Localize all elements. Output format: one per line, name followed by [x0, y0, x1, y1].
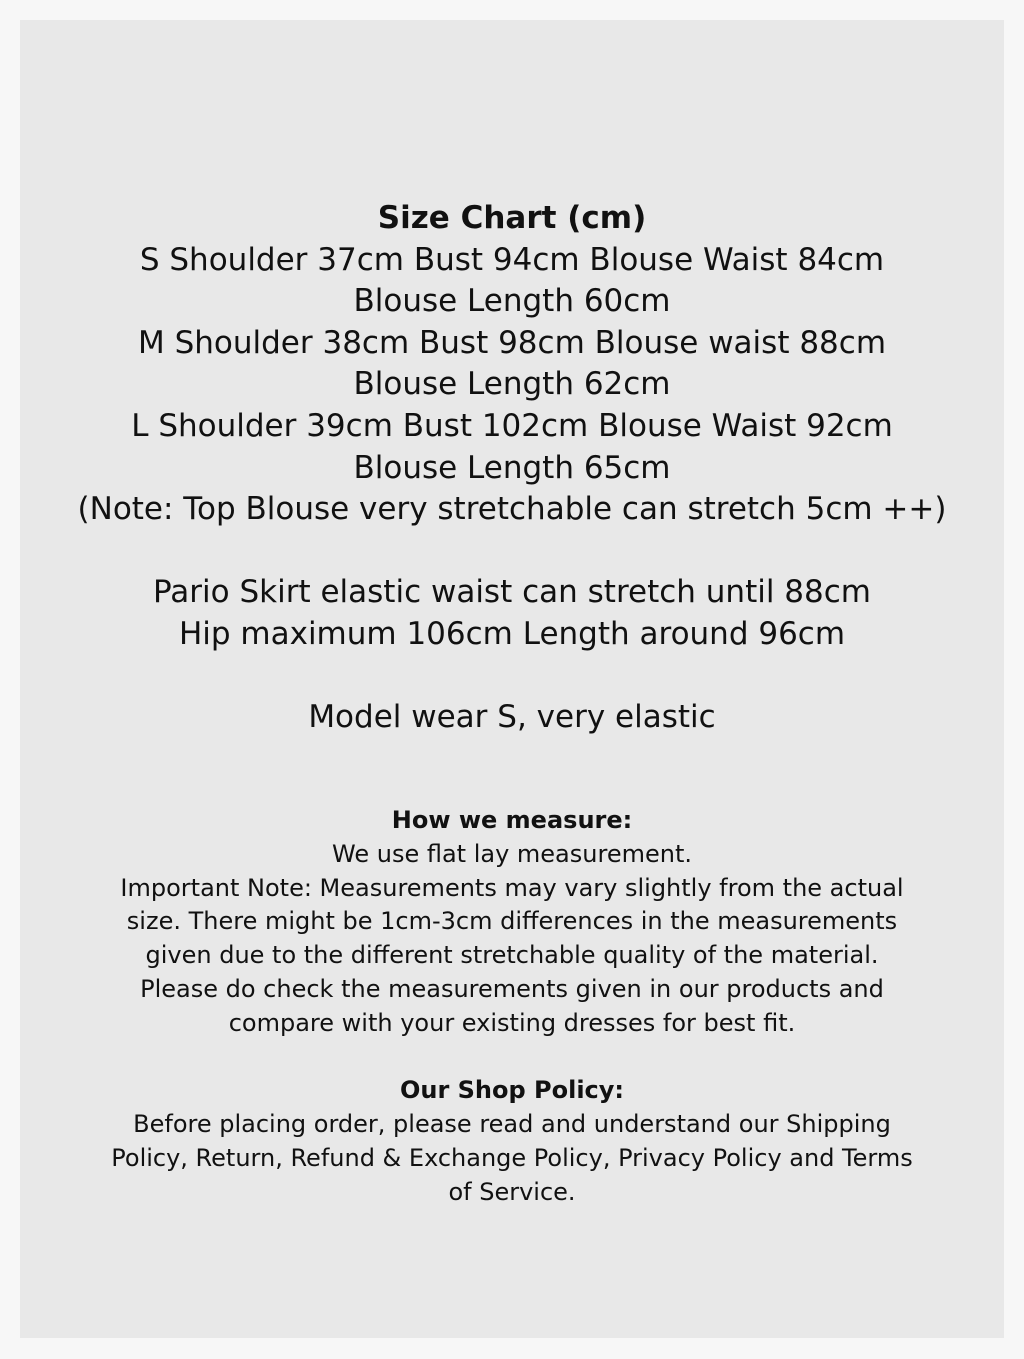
policy-line: Before placing order, please read and understand our Shipping — [133, 1110, 891, 1139]
spacer — [20, 1041, 1004, 1075]
measure-line: Important Note: Measurements may vary slightly from the actual — [120, 873, 904, 902]
blouse-stretch-note: (Note: Top Blouse very stretchable can stretch 5cm ++) — [77, 491, 947, 528]
skirt-hip-length-line: Hip maximum 106cm Length around 96cm — [178, 615, 846, 652]
size-m-length: Blouse Length 62cm — [353, 366, 671, 403]
model-size-note: Model wear S, very elastic — [308, 699, 716, 736]
size-s-length: Blouse Length 60cm — [353, 283, 671, 320]
size-m-measurements: M Shoulder 38cm Bust 98cm Blouse waist 88cm — [137, 324, 887, 361]
policy-heading: Our Shop Policy: — [399, 1076, 625, 1105]
measure-line: compare with your existing dresses for best fit. — [228, 1008, 796, 1037]
measure-heading: How we measure: — [391, 806, 633, 834]
measure-line: Please do check the measurements given in our products and — [140, 974, 884, 1003]
measure-line: We use flat lay measurement. — [332, 839, 692, 868]
policy-line: of Service. — [448, 1177, 576, 1206]
spacer — [20, 531, 1004, 573]
size-l-length: Blouse Length 65cm — [353, 449, 671, 486]
size-l-measurements: L Shoulder 39cm Bust 102cm Blouse Waist 92cm — [131, 407, 893, 444]
size-s-measurements: S Shoulder 37cm Bust 94cm Blouse Waist 84cm — [139, 241, 885, 278]
info-section — [20, 804, 1004, 1210]
size-chart-section — [20, 198, 1004, 739]
size-chart-title: Size Chart (cm) — [377, 200, 647, 236]
spacer — [20, 656, 1004, 698]
measure-line: size. There might be 1cm-3cm differences in the measurements — [126, 907, 898, 936]
skirt-waist-line: Pario Skirt elastic waist can stretch until 88cm — [153, 574, 871, 611]
measure-line: given due to the different stretchable quality of the material. — [145, 941, 879, 970]
policy-line: Policy, Return, Refund & Exchange Policy, Privacy Policy and Terms — [111, 1143, 913, 1172]
size-chart-card — [20, 20, 1004, 1338]
